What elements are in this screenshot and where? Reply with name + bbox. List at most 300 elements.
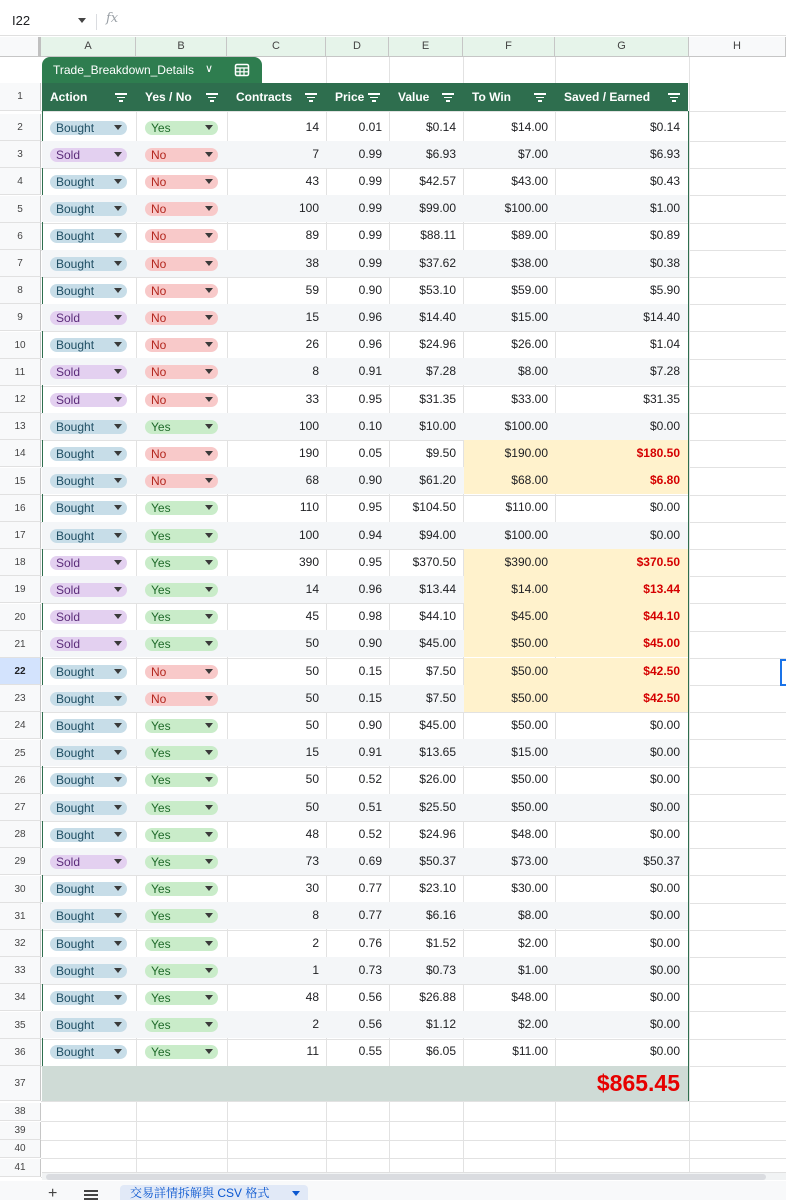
cell-saved[interactable]: $5.90 <box>649 282 680 297</box>
yes-no-dropdown-chip[interactable] <box>145 692 218 706</box>
row-header-4[interactable]: 4 <box>0 168 41 195</box>
row-header-39[interactable]: 39 <box>0 1122 41 1140</box>
cell-action[interactable] <box>42 739 137 766</box>
yes-no-dropdown-chip[interactable] <box>145 964 218 978</box>
action-dropdown-chip[interactable] <box>50 365 127 379</box>
cell-price[interactable]: 0.95 <box>358 500 382 515</box>
cell-price[interactable]: 0.95 <box>358 391 382 406</box>
cell-action[interactable] <box>42 250 137 277</box>
cell-price[interactable]: 0.96 <box>358 337 382 352</box>
cell-contracts[interactable]: 68 <box>305 473 319 488</box>
cell-yn[interactable] <box>137 984 228 1011</box>
cell-towin[interactable]: $59.00 <box>511 282 548 297</box>
yes-no-dropdown-chip[interactable] <box>145 447 218 461</box>
filter-icon[interactable] <box>534 93 546 102</box>
cell-yn[interactable] <box>137 1011 228 1038</box>
yes-no-dropdown-chip[interactable] <box>145 338 218 352</box>
cell-towin[interactable]: $26.00 <box>511 337 548 352</box>
action-dropdown-chip[interactable] <box>50 937 127 951</box>
cell-towin[interactable]: $11.00 <box>512 1044 548 1059</box>
cell-price[interactable]: 0.96 <box>358 581 382 596</box>
cell-saved[interactable]: $0.00 <box>649 935 680 950</box>
cell-value[interactable]: $6.93 <box>425 146 456 161</box>
cell-yn[interactable] <box>137 114 228 141</box>
yes-no-dropdown-chip[interactable] <box>145 855 218 869</box>
action-dropdown-chip[interactable] <box>50 719 127 733</box>
cell-towin[interactable]: $50.00 <box>511 772 548 787</box>
cell-action[interactable] <box>42 930 137 957</box>
cell-value[interactable]: $94.00 <box>419 527 456 542</box>
filter-icon[interactable] <box>368 93 380 102</box>
cell-yn[interactable] <box>137 304 228 331</box>
cell-yn[interactable] <box>137 739 228 766</box>
cell-value[interactable]: $7.50 <box>425 690 456 705</box>
filter-icon[interactable] <box>115 93 127 102</box>
yes-no-dropdown-chip[interactable] <box>145 229 218 243</box>
cell-action[interactable] <box>42 168 137 195</box>
action-dropdown-chip[interactable] <box>50 202 127 216</box>
cell-saved[interactable]: $0.00 <box>649 908 680 923</box>
cell-yn[interactable] <box>137 386 228 413</box>
cell-yn[interactable] <box>137 875 228 902</box>
action-dropdown-chip[interactable] <box>50 746 127 760</box>
cell-price[interactable]: 0.56 <box>358 1017 382 1032</box>
cell-towin[interactable]: $50.00 <box>464 685 556 712</box>
row-header-2[interactable]: 2 <box>0 114 41 141</box>
cell-contracts[interactable]: 38 <box>305 255 319 270</box>
cell-towin[interactable]: $14.00 <box>511 119 548 134</box>
action-dropdown-chip[interactable] <box>50 556 127 570</box>
cell-towin[interactable]: $68.00 <box>464 467 556 494</box>
cell-saved[interactable]: $50.37 <box>643 853 680 868</box>
cell-action[interactable] <box>42 1011 137 1038</box>
yes-no-dropdown-chip[interactable] <box>145 365 218 379</box>
action-dropdown-chip[interactable] <box>50 257 127 271</box>
row-header-23[interactable]: 23 <box>0 685 41 712</box>
yes-no-dropdown-chip[interactable] <box>145 175 218 189</box>
cell-price[interactable]: 0.90 <box>358 636 382 651</box>
cell-action[interactable] <box>42 576 137 603</box>
action-dropdown-chip[interactable] <box>50 882 127 896</box>
row-header-18[interactable]: 18 <box>0 549 41 576</box>
yes-no-dropdown-chip[interactable] <box>145 420 218 434</box>
cell-action[interactable] <box>42 984 137 1011</box>
row-header-16[interactable]: 16 <box>0 495 41 522</box>
action-dropdown-chip[interactable] <box>50 420 127 434</box>
cell-contracts[interactable]: 48 <box>305 989 319 1004</box>
cell-price[interactable]: 0.99 <box>358 146 382 161</box>
cell-contracts[interactable]: 11 <box>306 1044 319 1059</box>
yes-no-dropdown-chip[interactable] <box>145 637 218 651</box>
cell-contracts[interactable]: 15 <box>305 745 319 760</box>
row-header-27[interactable]: 27 <box>0 794 41 821</box>
cell-towin[interactable]: $7.00 <box>517 146 548 161</box>
action-dropdown-chip[interactable] <box>50 229 127 243</box>
yes-no-dropdown-chip[interactable] <box>145 991 218 1005</box>
yes-no-dropdown-chip[interactable] <box>145 773 218 787</box>
action-dropdown-chip[interactable] <box>50 692 127 706</box>
cell-price[interactable]: 0.96 <box>358 309 382 324</box>
cell-contracts[interactable]: 50 <box>305 772 319 787</box>
cell-price[interactable]: 0.76 <box>358 935 382 950</box>
cell-price[interactable]: 0.90 <box>358 473 382 488</box>
cell-towin[interactable]: $48.00 <box>511 826 548 841</box>
column-header-g[interactable]: G <box>555 37 689 57</box>
cell-action[interactable] <box>42 712 137 739</box>
chevron-down-icon[interactable]: ∨ <box>205 63 214 75</box>
cell-contracts[interactable]: 15 <box>305 309 319 324</box>
row-header-33[interactable]: 33 <box>0 957 41 984</box>
cell-value[interactable]: $53.10 <box>419 282 456 297</box>
cell-contracts[interactable]: 26 <box>305 337 319 352</box>
action-dropdown-chip[interactable] <box>50 284 127 298</box>
cell-contracts[interactable]: 50 <box>305 663 319 678</box>
cell-yn[interactable] <box>137 848 228 875</box>
cell-towin[interactable]: $15.00 <box>511 309 548 324</box>
cell-value[interactable]: $88.11 <box>420 228 456 243</box>
cell-saved[interactable]: $6.93 <box>649 146 680 161</box>
yes-no-dropdown-chip[interactable] <box>145 583 218 597</box>
cell-action[interactable] <box>42 222 137 249</box>
cell-saved[interactable]: $0.00 <box>649 745 680 760</box>
cell-saved[interactable]: $0.00 <box>649 881 680 896</box>
cell-action[interactable] <box>42 630 137 657</box>
cell-towin[interactable]: $45.00 <box>464 603 556 630</box>
cell-value[interactable]: $104.50 <box>412 500 456 515</box>
cell-yn[interactable] <box>137 658 228 685</box>
filter-icon[interactable] <box>668 93 680 102</box>
cell-saved[interactable]: $0.89 <box>649 228 680 243</box>
cell-price[interactable]: 0.90 <box>358 717 382 732</box>
cell-action[interactable] <box>42 794 137 821</box>
row-header-12[interactable]: 12 <box>0 386 41 413</box>
cell-towin[interactable]: $43.00 <box>511 173 548 188</box>
cell-value[interactable]: $50.37 <box>419 853 456 868</box>
cell-saved[interactable]: $0.00 <box>649 826 680 841</box>
cell-saved[interactable]: $42.50 <box>556 685 688 712</box>
cell-price[interactable]: 0.94 <box>358 527 382 542</box>
row-header-21[interactable]: 21 <box>0 631 41 658</box>
action-dropdown-chip[interactable] <box>50 665 127 679</box>
cell-action[interactable] <box>42 494 137 521</box>
yes-no-dropdown-chip[interactable] <box>145 148 218 162</box>
cell-yn[interactable] <box>137 1038 228 1065</box>
cell-saved[interactable]: $7.28 <box>649 364 680 379</box>
scroll-thumb[interactable] <box>46 1174 766 1180</box>
cell-price[interactable]: 0.91 <box>358 745 382 760</box>
cell-value[interactable]: $31.35 <box>419 391 456 406</box>
table-name-tab[interactable] <box>42 57 262 83</box>
cell-saved[interactable]: $0.00 <box>649 418 680 433</box>
cell-yn[interactable] <box>137 712 228 739</box>
yes-no-dropdown-chip[interactable] <box>145 610 218 624</box>
cell-contracts[interactable]: 2 <box>312 1017 319 1032</box>
yes-no-dropdown-chip[interactable] <box>145 284 218 298</box>
cell-yn[interactable] <box>137 685 228 712</box>
action-dropdown-chip[interactable] <box>50 474 127 488</box>
cell-value[interactable]: $25.50 <box>419 799 456 814</box>
cell-saved[interactable]: $0.00 <box>649 1044 680 1059</box>
row-header-22[interactable]: 22 <box>0 658 41 685</box>
cell-saved[interactable]: $44.10 <box>556 603 688 630</box>
cell-value[interactable]: $44.10 <box>419 609 456 624</box>
cell-towin[interactable]: $50.00 <box>464 630 556 657</box>
action-dropdown-chip[interactable] <box>50 773 127 787</box>
cell-yn[interactable] <box>137 358 228 385</box>
cell-value[interactable]: $61.20 <box>419 473 456 488</box>
cell-price[interactable]: 0.56 <box>358 989 382 1004</box>
cell-towin[interactable]: $8.00 <box>517 364 548 379</box>
cell-contracts[interactable]: 14 <box>305 119 319 134</box>
cell-action[interactable] <box>42 141 137 168</box>
cell-towin[interactable]: $50.00 <box>464 658 556 685</box>
row-header-30[interactable]: 30 <box>0 876 41 903</box>
row-header-28[interactable]: 28 <box>0 821 41 848</box>
cell-yn[interactable] <box>137 494 228 521</box>
cell-saved[interactable]: $0.38 <box>649 255 680 270</box>
yes-no-dropdown-chip[interactable] <box>145 719 218 733</box>
row-header-36[interactable]: 36 <box>0 1039 41 1066</box>
cell-yn[interactable] <box>137 821 228 848</box>
cell-yn[interactable] <box>137 630 228 657</box>
cell-contracts[interactable]: 8 <box>312 908 319 923</box>
cell-yn[interactable] <box>137 413 228 440</box>
cell-price[interactable]: 0.99 <box>358 255 382 270</box>
row-header-15[interactable]: 15 <box>0 468 41 495</box>
yes-no-dropdown-chip[interactable] <box>145 474 218 488</box>
cell-contracts[interactable]: 1 <box>312 962 319 977</box>
action-dropdown-chip[interactable] <box>50 447 127 461</box>
cell-saved[interactable]: $13.44 <box>556 576 688 603</box>
yes-no-dropdown-chip[interactable] <box>145 909 218 923</box>
row-header-38[interactable]: 38 <box>0 1103 41 1121</box>
action-dropdown-chip[interactable] <box>50 583 127 597</box>
cell-price[interactable]: 0.99 <box>358 201 382 216</box>
action-dropdown-chip[interactable] <box>50 393 127 407</box>
cell-saved[interactable]: $0.00 <box>649 527 680 542</box>
column-header-f[interactable]: F <box>463 37 555 57</box>
cell-towin[interactable]: $2.00 <box>517 935 548 950</box>
cell-contracts[interactable]: 100 <box>298 527 319 542</box>
cell-saved[interactable]: $1.00 <box>649 201 680 216</box>
add-sheet-button[interactable]: + <box>48 1185 58 1200</box>
cell-action[interactable] <box>42 195 137 222</box>
cell-contracts[interactable]: 7 <box>312 146 319 161</box>
cell-towin[interactable]: $48.00 <box>511 989 548 1004</box>
cell-price[interactable]: 0.05 <box>358 445 382 460</box>
row-header-25[interactable]: 25 <box>0 740 41 767</box>
action-dropdown-chip[interactable] <box>50 311 127 325</box>
cell-saved[interactable]: $42.50 <box>556 658 688 685</box>
cell-value[interactable]: $45.00 <box>419 717 456 732</box>
action-dropdown-chip[interactable] <box>50 175 127 189</box>
cell-action[interactable] <box>42 277 137 304</box>
cell-price[interactable]: 0.52 <box>358 826 382 841</box>
yes-no-dropdown-chip[interactable] <box>145 1045 218 1059</box>
cell-value[interactable]: $1.52 <box>425 935 456 950</box>
cell-contracts[interactable]: 59 <box>305 282 319 297</box>
cell-saved[interactable]: $0.00 <box>649 1017 680 1032</box>
cell-value[interactable]: $14.40 <box>419 309 456 324</box>
cell-yn[interactable] <box>137 794 228 821</box>
all-sheets-icon[interactable] <box>84 1190 98 1200</box>
cell-price[interactable]: 0.95 <box>358 554 382 569</box>
cell-price[interactable]: 0.52 <box>358 772 382 787</box>
yes-no-dropdown-chip[interactable] <box>145 882 218 896</box>
cell-price[interactable]: 0.77 <box>358 908 382 923</box>
cell-yn[interactable] <box>137 522 228 549</box>
cell-yn[interactable] <box>137 168 228 195</box>
cell-value[interactable]: $26.88 <box>419 989 456 1004</box>
row-header-41[interactable]: 41 <box>0 1159 41 1177</box>
cell-value[interactable]: $10.00 <box>419 418 456 433</box>
cell-action[interactable] <box>42 821 137 848</box>
yes-no-dropdown-chip[interactable] <box>145 311 218 325</box>
cell-action[interactable] <box>42 358 137 385</box>
cell-saved[interactable]: $0.00 <box>649 799 680 814</box>
row-header-40[interactable]: 40 <box>0 1140 41 1158</box>
cell-action[interactable] <box>42 413 137 440</box>
cell-yn[interactable] <box>137 766 228 793</box>
cell-action[interactable] <box>42 658 137 685</box>
action-dropdown-chip[interactable] <box>50 501 127 515</box>
cell-towin[interactable]: $14.00 <box>464 576 556 603</box>
row-header-14[interactable]: 14 <box>0 440 41 467</box>
action-dropdown-chip[interactable] <box>50 338 127 352</box>
cell-price[interactable]: 0.01 <box>358 119 382 134</box>
cell-value[interactable]: $0.14 <box>425 119 456 134</box>
action-dropdown-chip[interactable] <box>50 121 127 135</box>
cell-value[interactable]: $45.00 <box>419 636 456 651</box>
yes-no-dropdown-chip[interactable] <box>145 1018 218 1032</box>
yes-no-dropdown-chip[interactable] <box>145 937 218 951</box>
cell-towin[interactable]: $8.00 <box>517 908 548 923</box>
cell-value[interactable]: $6.16 <box>425 908 456 923</box>
cell-towin[interactable]: $89.00 <box>511 228 548 243</box>
cell-saved[interactable]: $0.00 <box>649 962 680 977</box>
cell-towin[interactable]: $38.00 <box>511 255 548 270</box>
cell-price[interactable]: 0.15 <box>358 690 382 705</box>
cell-value[interactable]: $24.96 <box>419 337 456 352</box>
action-dropdown-chip[interactable] <box>50 991 127 1005</box>
cell-saved[interactable]: $370.50 <box>556 549 688 576</box>
cell-contracts[interactable]: 50 <box>305 690 319 705</box>
cell-towin[interactable]: $100.00 <box>504 527 548 542</box>
row-header-11[interactable]: 11 <box>0 359 41 386</box>
cell-towin[interactable]: $390.00 <box>464 549 556 576</box>
row-header-32[interactable]: 32 <box>0 930 41 957</box>
filter-icon[interactable] <box>305 93 317 102</box>
cell-towin[interactable]: $2.00 <box>517 1017 548 1032</box>
cell-action[interactable] <box>42 603 137 630</box>
cell-value[interactable]: $42.57 <box>419 173 456 188</box>
row-header-31[interactable]: 31 <box>0 903 41 930</box>
yes-no-dropdown-chip[interactable] <box>145 202 218 216</box>
cell-contracts[interactable]: 100 <box>298 201 319 216</box>
cell-contracts[interactable]: 100 <box>298 418 319 433</box>
action-dropdown-chip[interactable] <box>50 148 127 162</box>
action-dropdown-chip[interactable] <box>50 909 127 923</box>
cell-action[interactable] <box>42 467 137 494</box>
cell-saved[interactable]: $0.00 <box>649 500 680 515</box>
cell-price[interactable]: 0.10 <box>358 418 382 433</box>
cell-yn[interactable] <box>137 277 228 304</box>
cell-yn[interactable] <box>137 222 228 249</box>
row-header-37[interactable]: 37 <box>0 1066 41 1101</box>
cell-price[interactable]: 0.91 <box>358 364 382 379</box>
cell-price[interactable]: 0.73 <box>358 962 382 977</box>
cell-price[interactable]: 0.69 <box>358 853 382 868</box>
cell-towin[interactable]: $190.00 <box>464 440 556 467</box>
action-dropdown-chip[interactable] <box>50 637 127 651</box>
row-header-34[interactable]: 34 <box>0 984 41 1011</box>
cell-yn[interactable] <box>137 930 228 957</box>
cell-contracts[interactable]: 45 <box>305 609 319 624</box>
cell-contracts[interactable]: 110 <box>299 500 319 515</box>
column-header-c[interactable]: C <box>227 37 326 57</box>
yes-no-dropdown-chip[interactable] <box>145 393 218 407</box>
cell-contracts[interactable]: 73 <box>305 853 319 868</box>
cell-saved[interactable]: $1.04 <box>649 337 680 352</box>
cell-price[interactable]: 0.55 <box>358 1044 382 1059</box>
cell-value[interactable]: $7.50 <box>425 663 456 678</box>
active-cell-outline[interactable] <box>780 659 786 686</box>
cell-yn[interactable] <box>137 440 228 467</box>
cell-action[interactable] <box>42 386 137 413</box>
cell-price[interactable]: 0.51 <box>358 799 382 814</box>
cell-value[interactable]: $26.00 <box>419 772 456 787</box>
cell-contracts[interactable]: 30 <box>305 881 319 896</box>
cell-saved[interactable]: $0.43 <box>649 173 680 188</box>
row-header-35[interactable]: 35 <box>0 1012 41 1039</box>
cell-yn[interactable] <box>137 576 228 603</box>
cell-saved[interactable]: $6.80 <box>556 467 688 494</box>
row-header-20[interactable]: 20 <box>0 604 41 631</box>
cell-contracts[interactable]: 8 <box>312 364 319 379</box>
cell-contracts[interactable]: 50 <box>305 717 319 732</box>
cell-towin[interactable]: $100.00 <box>504 418 548 433</box>
row-header-5[interactable]: 5 <box>0 196 41 223</box>
cell-saved[interactable]: $31.35 <box>643 391 680 406</box>
filter-icon[interactable] <box>442 93 454 102</box>
yes-no-dropdown-chip[interactable] <box>145 828 218 842</box>
action-dropdown-chip[interactable] <box>50 610 127 624</box>
cell-action[interactable] <box>42 685 137 712</box>
cell-price[interactable]: 0.99 <box>358 228 382 243</box>
cell-action[interactable] <box>42 114 137 141</box>
cell-towin[interactable]: $50.00 <box>511 799 548 814</box>
action-dropdown-chip[interactable] <box>50 529 127 543</box>
cell-yn[interactable] <box>137 141 228 168</box>
action-dropdown-chip[interactable] <box>50 964 127 978</box>
sheet-tab[interactable] <box>120 1185 308 1200</box>
cell-yn[interactable] <box>137 549 228 576</box>
cell-value[interactable]: $9.50 <box>425 445 456 460</box>
cell-yn[interactable] <box>137 603 228 630</box>
yes-no-dropdown-chip[interactable] <box>145 665 218 679</box>
row-header-6[interactable]: 6 <box>0 223 41 250</box>
row-header-29[interactable]: 29 <box>0 848 41 875</box>
cell-saved[interactable]: $0.14 <box>649 119 680 134</box>
cell-action[interactable] <box>42 522 137 549</box>
cell-price[interactable]: 0.15 <box>358 663 382 678</box>
column-header-b[interactable]: B <box>136 37 227 57</box>
table-view-icon[interactable] <box>234 62 250 78</box>
cell-action[interactable] <box>42 331 137 358</box>
cell-saved[interactable]: $180.50 <box>556 440 688 467</box>
cell-price[interactable]: 0.90 <box>358 282 382 297</box>
yes-no-dropdown-chip[interactable] <box>145 529 218 543</box>
